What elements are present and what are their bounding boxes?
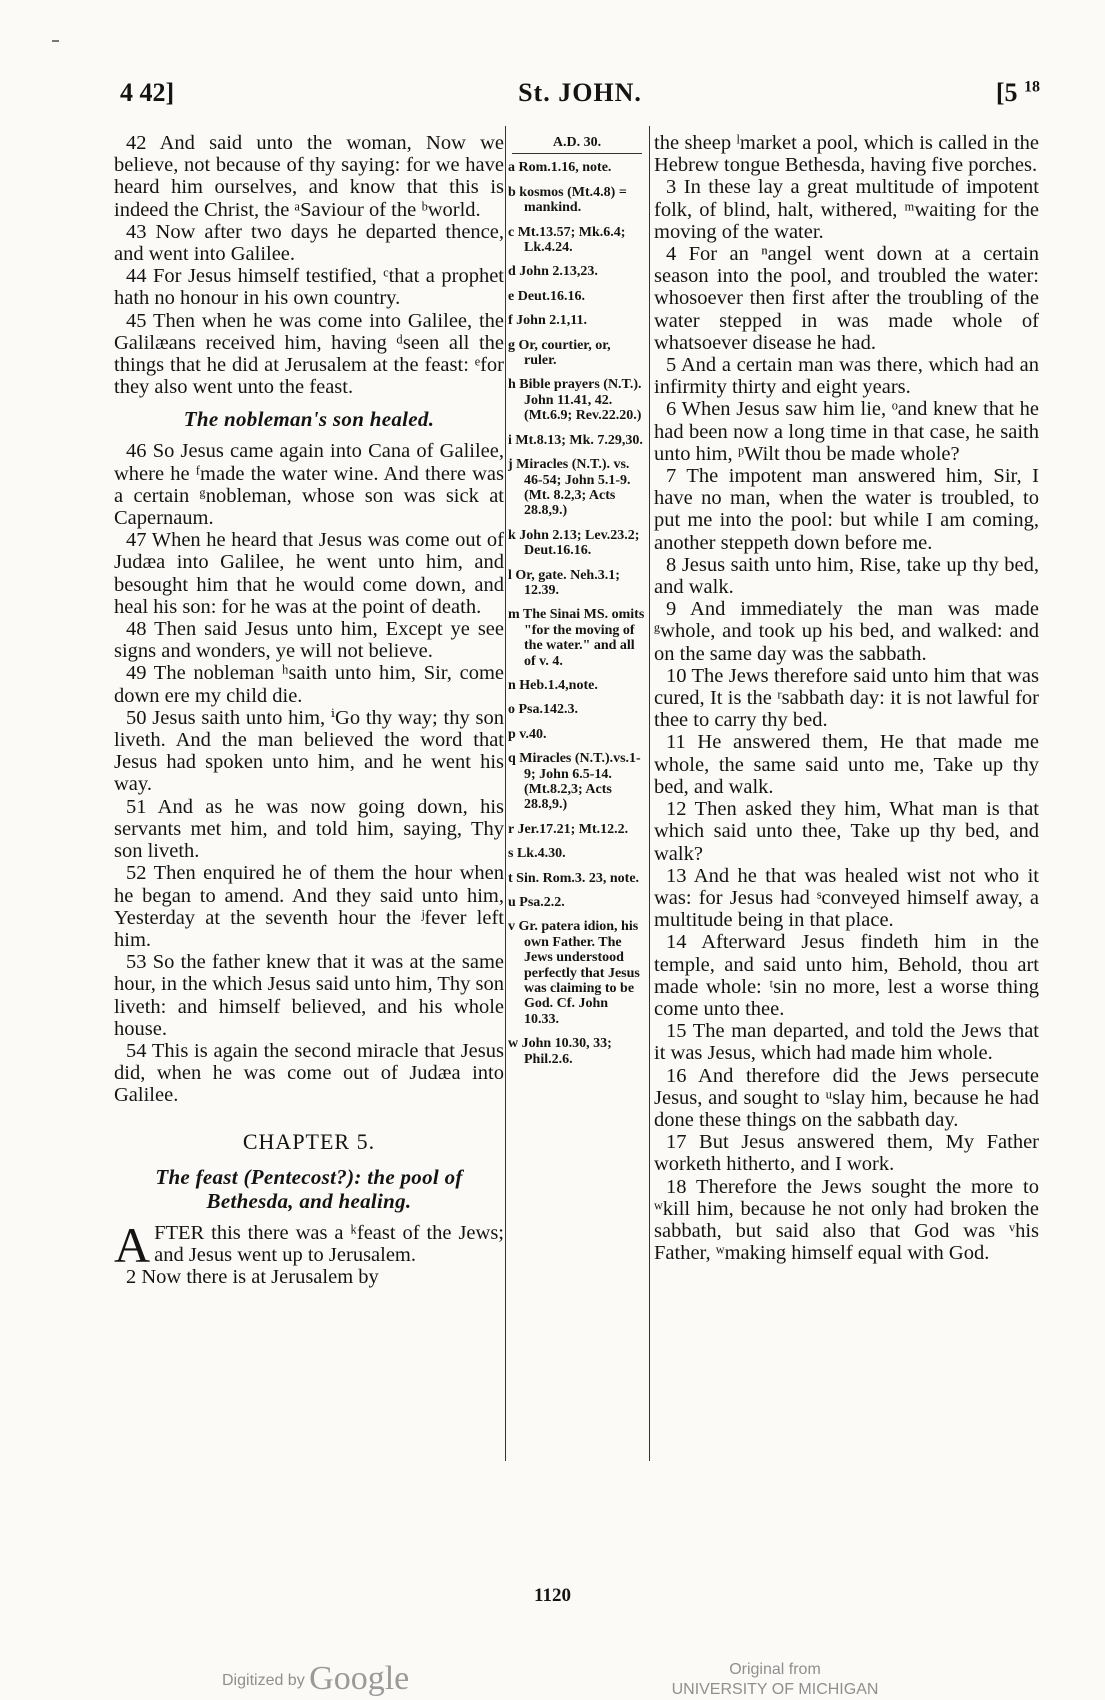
verse-paragraph: 51 And as he was now going down, his servants met him, and told him, saying, Thy son liveth. bbox=[114, 795, 504, 863]
header-right-chapter: [5 bbox=[995, 78, 1018, 107]
header-right-ref bbox=[996, 78, 1040, 108]
chapter-opening-paragraph bbox=[114, 1216, 504, 1273]
verse-paragraph: 54 This is again the second miracle that Jesus did, when he was come out of Judæa into Galilee. bbox=[114, 1039, 504, 1107]
reference-note: c Mt.13.57; Mk.6.4; Lk.4.24. bbox=[508, 224, 626, 256]
reference-note: b kosmos (Mt.4.8) = mankind. bbox=[508, 184, 627, 216]
running-header bbox=[120, 78, 1040, 112]
reference-note: k John 2.13; Lev.23.2; Deut.16.16. bbox=[508, 527, 640, 559]
reference-note: h Bible prayers (N.T.). John 11.41, 42. (Mt.6.9; Rev.22.20.) bbox=[508, 377, 642, 424]
digitized-by-watermark bbox=[222, 1660, 409, 1698]
google-logo: Google bbox=[309, 1660, 410, 1697]
verse-paragraph: 52 Then enquired he of them the hour when he began to amend. And they said unto him, Yesterday at the seventh hour the ʲfever left him. bbox=[114, 862, 504, 951]
header-left-ref: 4 42] bbox=[120, 78, 175, 107]
date-label: A.D. 30. bbox=[552, 135, 602, 150]
drop-cap: A bbox=[114, 1216, 151, 1273]
verse-paragraph: 42 And said unto the woman, Now we believe, not because of thy saying: for we have heard him ourselves, and know that this is indeed the Christ, the ᵃSaviour of the ᵇworld. bbox=[114, 132, 504, 221]
verse-paragraph: 5 And a certain man was there, which had an infirmity thirty and eight years. bbox=[654, 354, 1039, 399]
reference-note: v Gr. patera idion, his own Father. The Jews understood perfectly that Jesus was claiming to be God. Cf. John 10.33. bbox=[508, 919, 640, 1027]
header-book-title: St. JOHN. bbox=[518, 78, 642, 107]
reference-note: f John 2.1,11. bbox=[508, 313, 587, 329]
reference-note: j Miracles (N.T.). vs. 46-54; John 5.1-9. (Mt. 8.2,3; Acts 28.8,9.) bbox=[508, 457, 631, 519]
verse-paragraph: 45 Then when he was come into Galilee, the Galilæans received him, having ᵈseen all the things that he did at Jerusalem at the feast: ᵉfor they also went unto the feast. bbox=[114, 309, 504, 399]
reference-note: w John 10.30, 33; Phil.2.6. bbox=[508, 1036, 612, 1067]
verse-paragraph: the sheep ˡmarket a pool, which is called in the Hebrew tongue Bethesda, having five porches. bbox=[654, 132, 1039, 177]
reference-margin-column bbox=[508, 135, 646, 1076]
reference-note: u Psa.2.2. bbox=[508, 895, 565, 911]
verse-paragraph: 4 For an ⁿangel went down at a certain season into the pool, and troubled the water: whosoever then first after the troubling of the water stepped in was made whole of whatsoever disease he had. bbox=[654, 243, 1039, 354]
left-text-column bbox=[114, 132, 504, 1288]
verse-paragraph: 2 Now there is at Jerusalem by bbox=[126, 1266, 379, 1289]
reference-note: q Miracles (N.T.).vs.1-9; John 6.5-14. (Mt.8.2,3; Acts 28.8,9.) bbox=[508, 751, 641, 813]
reference-note: o Psa.142.3. bbox=[508, 702, 578, 718]
section-heading: The nobleman's son healed. bbox=[183, 407, 435, 432]
reference-note: g Or, courtier, or, ruler. bbox=[508, 337, 611, 369]
verse-paragraph: 18 Therefore the Jews sought the more to ʷkill him, because he not only had broken the sabbath, but said also that God was ᵛhis Father, ʷmaking himself equal with God. bbox=[654, 1175, 1039, 1265]
reference-note: d John 2.13,23. bbox=[508, 264, 598, 280]
verse-paragraph: 50 Jesus saith unto him, ⁱGo thy way; thy son liveth. And the man believed the word that Jesus had spoken unto him, and he went his way. bbox=[114, 706, 504, 796]
page-number: 1120 bbox=[534, 1585, 571, 1606]
verse-paragraph: 16 And therefore did the Jews persecute Jesus, and sought to ᵘslay him, because he had done these things on the sabbath day. bbox=[654, 1064, 1039, 1131]
reference-note: m The Sinai MS. omits "for the moving of the water." and all of v. 4. bbox=[508, 607, 645, 669]
verse-paragraph: 43 Now after two days he departed thence, and went into Galilee. bbox=[114, 220, 504, 266]
column-rule-left bbox=[505, 126, 506, 1461]
column-rule-right bbox=[649, 126, 650, 1461]
reference-note: p v.40. bbox=[508, 726, 547, 742]
verse-paragraph: 14 Afterward Jesus findeth him in the temple, and said unto him, Behold, thou art made whole: ᵗsin no more, lest a worse thing come unto thee. bbox=[654, 931, 1039, 1020]
digitized-by-label: Digitized by bbox=[222, 1672, 305, 1689]
reference-note: a Rom.1.16, note. bbox=[508, 160, 612, 176]
chapter-title: CHAPTER 5. bbox=[242, 1128, 376, 1154]
header-right-verse: 18 bbox=[1024, 78, 1040, 96]
original-from-label: Original from bbox=[729, 1661, 821, 1678]
verse-paragraph: 53 So the father knew that it was at the same hour, in the which Jesus said unto him, Thy son liveth: and himself believed, and his whole house. bbox=[114, 951, 504, 1040]
verse-paragraph: 44 For Jesus himself testified, ᶜthat a prophet hath no honour in his own country. bbox=[114, 265, 504, 310]
verse-paragraph: 47 When he heard that Jesus was come out of Judæa into Galilee, he went unto him, and besought him that he would come down, and heal his son: for he was at the point of death. bbox=[114, 529, 504, 618]
verse-paragraph: 8 Jesus saith unto him, Rise, take up thy bed, and walk. bbox=[654, 553, 1039, 599]
verse-paragraph: 7 The impotent man answered him, Sir, I have no man, when the water is troubled, to put me into the pool: but while I am coming, another steppeth down before me. bbox=[654, 465, 1039, 554]
verse-paragraph: 9 And immediately the man was made ᵍwhole, and took up his bed, and walked: and on the same day was the sabbath. bbox=[654, 598, 1039, 665]
reference-note: s Lk.4.30. bbox=[508, 846, 566, 862]
verse-paragraph: 13 And he that was healed wist not who it was: for Jesus had ˢconveyed himself away, a multitude being in that place. bbox=[654, 864, 1039, 932]
verse-paragraph: 11 He answered them, He that made me whole, the same said unto me, Take up thy bed, and walk. bbox=[654, 731, 1039, 798]
reference-note: t Sin. Rom.3. 23, note. bbox=[508, 870, 640, 886]
scan-mark bbox=[52, 40, 59, 42]
reference-note: e Deut.16.16. bbox=[508, 288, 585, 304]
chapter-heading: The feast (Pentecost?): the pool of Bethesda, and healing. bbox=[155, 1164, 463, 1213]
reference-note: r Jer.17.21; Mt.12.2. bbox=[508, 821, 629, 837]
right-text-column bbox=[654, 132, 1039, 1264]
verse-paragraph: 46 So Jesus came again into Cana of Galilee, where he ᶠmade the water wine. And there was a certain ᵍnobleman, whose son was sick at Capernaum. bbox=[114, 440, 504, 530]
verse-paragraph: 6 When Jesus saw him lie, ᵒand knew that he had been now a long time in that case, he saith unto him, ᵖWilt thou be made whole? bbox=[654, 398, 1039, 465]
verse-paragraph: 12 Then asked they him, What man is that which said unto thee, Take up thy bed, and walk? bbox=[654, 798, 1039, 865]
verse-paragraph: 48 Then said Jesus unto him, Except ye see signs and wonders, ye will not believe. bbox=[114, 618, 504, 663]
chapter-opening-text: FTER this there was a ᵏfeast of the Jews; and Jesus went up to Jerusalem. bbox=[154, 1221, 504, 1266]
original-from-watermark bbox=[660, 1660, 890, 1700]
reference-note: n Heb.1.4,note. bbox=[508, 677, 598, 693]
reference-note: l Or, gate. Neh.3.1; 12.39. bbox=[508, 567, 620, 598]
verse-paragraph: 10 The Jews therefore said unto him that was cured, It is the ʳsabbath day: it is not lawful for thee to carry thy bed. bbox=[654, 664, 1039, 732]
verse-paragraph: 49 The nobleman ʰsaith unto him, Sir, come down ere my child die. bbox=[114, 662, 504, 707]
reference-note: i Mt.8.13; Mk. 7.29,30. bbox=[508, 432, 643, 448]
verse-paragraph: 15 The man departed, and told the Jews that it was Jesus, which had made him whole. bbox=[654, 1020, 1039, 1065]
verse-paragraph: 3 In these lay a great multitude of impotent folk, of blind, halt, withered, ᵐwaiting for the moving of the water. bbox=[654, 176, 1039, 243]
institution-label: UNIVERSITY OF MICHIGAN bbox=[671, 1681, 879, 1698]
verse-paragraph: 17 But Jesus answered them, My Father worketh hitherto, and I work. bbox=[654, 1131, 1039, 1176]
